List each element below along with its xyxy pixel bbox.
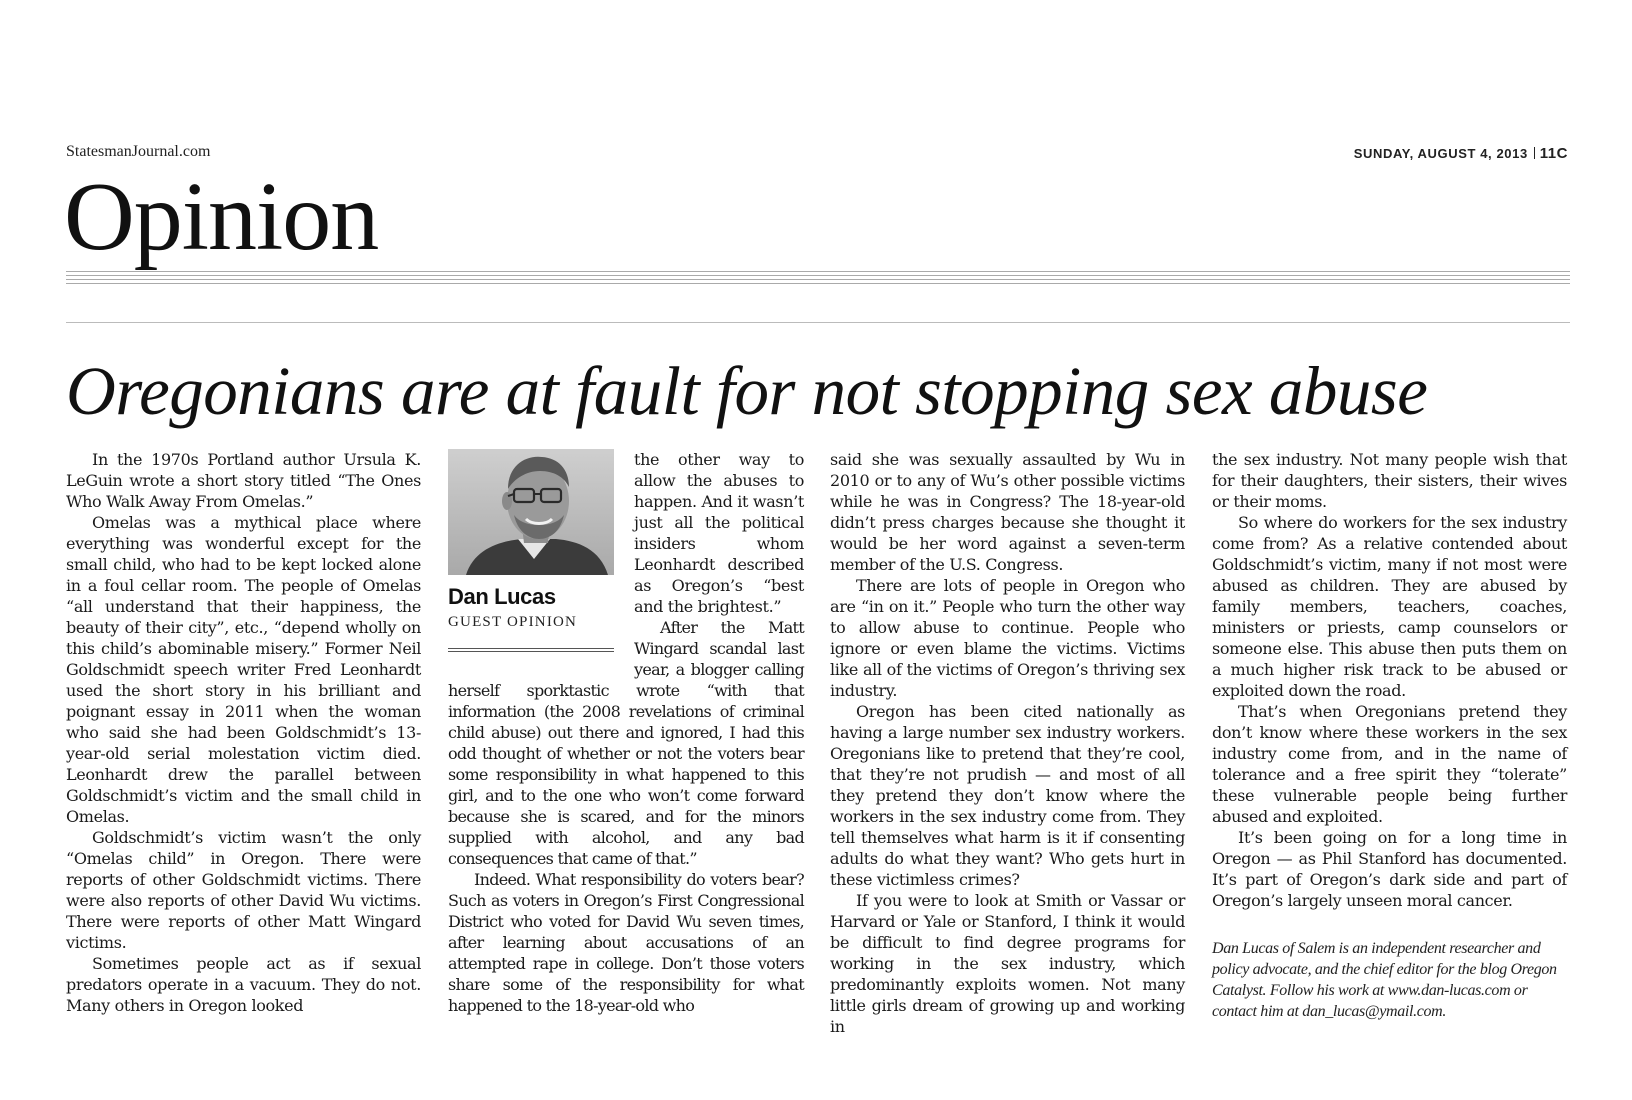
paragraph: Sometimes people act as if sexual predators operate in a vacuum. They do not. Many others in Oregon looked bbox=[66, 954, 421, 1015]
paragraph: said she was sexually assaulted by Wu in 2010 or to any of Wu’s other possible victims while he was in Congress? The 18-year-old didn’t press charges because she thought it would be her word against a seven-term member of the U.S. Congress. bbox=[830, 450, 1185, 574]
byline-rule bbox=[448, 648, 614, 649]
article-column-4 bbox=[1212, 449, 1567, 1022]
article-headline: Oregonians are at fault for not stopping sex abuse bbox=[66, 353, 1428, 429]
paragraph: There are lots of people in Oregon who are “in on it.” People who turn the other way to allow abuse to continue. People who ignore or even blame the victims. Victims like all of the victims of Oregon’s thriving sex industry. bbox=[830, 576, 1185, 700]
author-name: Dan Lucas bbox=[448, 584, 556, 609]
paragraph: Goldschmidt’s victim wasn’t the only “Omelas child” in Oregon. There were reports of other Goldschmidt victims. There were also reports of other David Wu victims. There were reports of other Matt Wingard victims. bbox=[66, 828, 421, 952]
paragraph: In the 1970s Portland author Ursula K. LeGuin wrote a short story titled “The Ones Who Walk Away From Omelas.” bbox=[66, 450, 421, 511]
article-column-2 bbox=[448, 449, 804, 1016]
paragraph: Omelas was a mythical place where everything was wonderful except for the small child, who had to be kept locked alone in a foul cellar room. The people of Omelas “all understand that their happiness, the beauty of their city”, etc., “depend wholly on this child’s abominable misery.” Former Neil Goldschmidt speech writer Fred Leonhardt used the short story in his brilliant and poignant essay in 2011 when the woman who said she had been Goldschmidt’s 13-year-old serial molestation victim died. Leonhardt drew the parallel between Goldschmidt’s victim and the small child in Omelas. bbox=[66, 513, 421, 826]
paragraph: So where do workers for the sex industry come from? As a relative contended about Goldschmidt’s victim, many if not most were abused as children. They are abused by family members, teachers, coaches, ministers or priests, camp counselors or someone else. This abuse then puts them on a much higher risk track to be abused or exploited down the road. bbox=[1212, 513, 1567, 700]
dateline bbox=[1330, 145, 1568, 162]
paragraph: the sex industry. Not many people wish that for their daughters, their sisters, their wives or their moms. bbox=[1212, 450, 1567, 511]
article-column-1 bbox=[66, 449, 421, 1016]
section-rule-2 bbox=[66, 275, 1570, 276]
issue-date: SUNDAY, AUGUST 4, 2013 bbox=[1353, 146, 1528, 161]
site-name: StatesmanJournal.com bbox=[66, 143, 211, 160]
page-number: 11C bbox=[1539, 145, 1568, 162]
author-box bbox=[448, 449, 614, 677]
paragraph: After the Matt Wingard scandal last year, a blogger calling herself sporktastic wrote “with that information (the 2008 revelations of criminal child abuse) out there and ignored, I had this odd thought of whether or not the voters bear some responsibility in what happened to this girl, and to the one who won’t come forward because she is scared, and for the minors supplied with alcohol, and any bad consequences that came of that.” bbox=[448, 618, 804, 868]
dateline-divider bbox=[1534, 147, 1535, 159]
paragraph: That’s when Oregonians pretend they don’t know where these workers in the sex industry come from, and in the name of tolerance and a free spirit they “tolerate” these vulnerable people being further abused and exploited. bbox=[1212, 702, 1567, 826]
section-rule-4 bbox=[66, 283, 1570, 284]
paragraph: Indeed. What responsibility do voters bear? Such as voters in Oregon’s First Congressional District who voted for David Wu seven times, after learning about accusations of an attempted rape in college. Don’t those voters share some of the responsibility for what happened to the 18-year-old who bbox=[448, 870, 804, 1015]
byline-rule-double bbox=[448, 651, 614, 652]
article-column-3 bbox=[830, 449, 1185, 1037]
paragraph: Oregon has been cited nationally as having a large number sex industry workers. Oregonians like to pretend that they’re cool, that they’re not prudish — and most of all they pretend they don’t know where the workers in the sex industry come from. They tell themselves what harm is it if consenting adults do what they want? Who gets hurt in these victimless crimes? bbox=[830, 702, 1185, 889]
paragraph: the other way to allow the abuses to happen. And it wasn’t just all the political insiders whom Leonhardt described as Oregon’s “best and the brightest.” bbox=[634, 450, 805, 616]
header-divider bbox=[66, 322, 1570, 323]
section-rule-3 bbox=[66, 279, 1570, 280]
section-rule-1 bbox=[66, 271, 1570, 272]
section-title: Opinion bbox=[64, 163, 379, 271]
author-portrait-image bbox=[448, 449, 614, 575]
author-photo bbox=[448, 449, 614, 575]
author-role: GUEST OPINION bbox=[448, 614, 578, 630]
paragraph: If you were to look at Smith or Vassar or Harvard or Yale or Stanford, I think it would be difficult to find degree programs for working in the sex industry, which predominantly exploits women. Not many little girls dream of growing up and working in bbox=[830, 891, 1185, 1036]
paragraph: It’s been going on for a long time in Oregon — as Phil Stanford has documented. It’s part of Oregon’s dark side and part of Oregon’s largely unseen moral cancer. bbox=[1212, 828, 1567, 910]
author-bio: Dan Lucas of Salem is an independent researcher and policy advocate, and the chief editor for the blog Oregon Catalyst. Follow his work at www.dan-lucas.com or contact him at dan_lucas@ymail.com. bbox=[1212, 940, 1557, 1020]
